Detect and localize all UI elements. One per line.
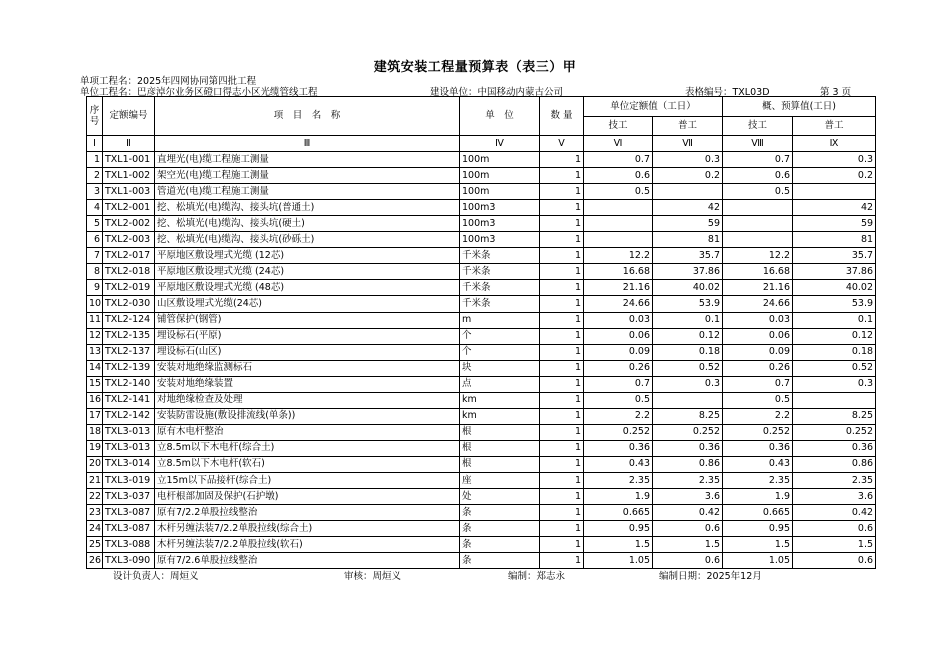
roman-numeral: Ⅱ [103,136,155,152]
roman-numeral: Ⅷ [723,136,793,152]
cell-tech-unit: 0.36 [584,440,653,456]
cell-unit: m [460,312,540,328]
cell-seq: 4 [87,200,103,216]
cell-general-total: 3.6 [793,489,876,505]
cell-quota-no: TXL3-013 [103,440,155,456]
cell-general-unit: 1.5 [653,537,723,553]
cell-quota-no: TXL2-018 [103,264,155,280]
page-title: 建筑安装工程量预算表（表三）甲 [373,60,577,75]
cell-qty: 1 [540,296,584,312]
cell-unit: 100m [460,152,540,168]
cell-item-name: 架空光(电)缆工程施工测量 [155,168,460,184]
cell-seq: 5 [87,216,103,232]
cell-seq: 17 [87,408,103,424]
cell-qty: 1 [540,248,584,264]
cell-tech-unit: 0.5 [584,184,653,200]
cell-seq: 11 [87,312,103,328]
cell-unit: 千米条 [460,296,540,312]
cell-tech-unit: 1.05 [584,553,653,569]
cell-unit: 座 [460,472,540,488]
cell-item-name: 立8.5m以下木电杆(综合土) [155,440,460,456]
table-row [87,440,876,456]
cell-unit: 根 [460,456,540,472]
cell-tech-unit: 0.26 [584,360,653,376]
cell-tech-unit: 0.5 [584,392,653,408]
cell-general-unit: 0.52 [653,360,723,376]
cell-quota-no: TXL2-140 [103,376,155,392]
cell-unit: 条 [460,505,540,521]
cell-tech-total: 0.03 [723,312,793,328]
table-row [87,456,876,472]
cell-unit: 条 [460,537,540,553]
cell-seq: 16 [87,392,103,408]
cell-quota-no: TXL2-019 [103,280,155,296]
cell-general-total: 0.36 [793,440,876,456]
cell-qty: 1 [540,553,584,569]
cell-tech-total: 0.43 [723,456,793,472]
cell-quota-no: TXL2-137 [103,344,155,360]
cell-qty: 1 [540,184,584,200]
cell-tech-unit: 0.09 [584,344,653,360]
cell-item-name: 平原地区敷设埋式光缆 (12芯) [155,248,460,264]
cell-quota-no: TXL2-135 [103,328,155,344]
cell-tech-unit: 0.03 [584,312,653,328]
header-general-2: 普工 [793,117,876,136]
footer-editor: 编制：郑志永 [508,571,566,582]
cell-general-total: 0.2 [793,168,876,184]
cell-general-unit [653,392,723,408]
cell-tech-total: 2.35 [723,472,793,488]
table-row [87,505,876,521]
table-row [87,296,876,312]
cell-qty: 1 [540,312,584,328]
cell-unit: 千米条 [460,280,540,296]
cell-general-unit: 0.6 [653,553,723,569]
cell-general-total: 0.12 [793,328,876,344]
cell-general-unit: 0.252 [653,424,723,440]
header-tech-2: 技工 [723,117,793,136]
cell-seq: 23 [87,505,103,521]
cell-seq: 7 [87,248,103,264]
cell-tech-unit: 0.6 [584,168,653,184]
header-unit-quota: 单位定额值（工日） [584,97,723,117]
cell-general-total: 0.252 [793,424,876,440]
cell-tech-total [723,200,793,216]
cell-item-name: 管道光(电)缆工程施工测量 [155,184,460,200]
cell-tech-unit: 0.43 [584,456,653,472]
cell-quota-no: TXL2-017 [103,248,155,264]
table-row [87,424,876,440]
table-row [87,360,876,376]
cell-seq: 10 [87,296,103,312]
roman-numeral: Ⅳ [460,136,540,152]
cell-general-total: 42 [793,200,876,216]
table-row [87,248,876,264]
roman-numeral: Ⅰ [87,136,103,152]
cell-tech-total: 0.7 [723,376,793,392]
table-row [87,168,876,184]
cell-general-unit: 0.42 [653,505,723,521]
cell-unit: 千米条 [460,248,540,264]
cell-tech-total: 1.05 [723,553,793,569]
header-seq: 序号 [87,97,103,136]
cell-tech-total: 12.2 [723,248,793,264]
cell-item-name: 原有7/2.6单股拉线整治 [155,553,460,569]
cell-quota-no: TXL3-087 [103,521,155,537]
cell-tech-total: 0.6 [723,168,793,184]
cell-tech-total: 0.252 [723,424,793,440]
cell-unit: 千米条 [460,264,540,280]
cell-item-name: 挖、松填光(电)缆沟、接头坑(砂砾土) [155,232,460,248]
cell-tech-total: 21.16 [723,280,793,296]
cell-quota-no: TXL2-002 [103,216,155,232]
project-name: 单项工程名：2025年四网协同第四批工程 [80,76,257,87]
cell-unit: 根 [460,424,540,440]
cell-quota-no: TXL2-142 [103,408,155,424]
roman-numeral: Ⅴ [540,136,584,152]
cell-general-unit: 0.18 [653,344,723,360]
cell-tech-unit: 2.35 [584,472,653,488]
cell-tech-unit: 21.16 [584,280,653,296]
cell-general-unit: 0.36 [653,440,723,456]
cell-tech-total: 0.5 [723,392,793,408]
cell-general-total: 0.18 [793,344,876,360]
cell-tech-total: 0.26 [723,360,793,376]
cell-unit: 块 [460,360,540,376]
footer-date: 编制日期：2025年12月 [659,571,762,582]
cell-quota-no: TXL3-087 [103,505,155,521]
cell-qty: 1 [540,360,584,376]
cell-general-total: 59 [793,216,876,232]
cell-general-total: 35.7 [793,248,876,264]
cell-qty: 1 [540,200,584,216]
cell-general-total: 8.25 [793,408,876,424]
cell-general-total: 81 [793,232,876,248]
cell-tech-unit: 0.252 [584,424,653,440]
cell-general-unit: 37.86 [653,264,723,280]
cell-quota-no: TXL3-019 [103,472,155,488]
cell-quota-no: TXL2-139 [103,360,155,376]
cell-item-name: 平原地区敷设埋式光缆 (24芯) [155,264,460,280]
cell-item-name: 直埋光(电)缆工程施工测量 [155,152,460,168]
header-qty: 数 量 [540,97,584,136]
cell-tech-unit: 1.9 [584,489,653,505]
cell-seq: 12 [87,328,103,344]
cell-qty: 1 [540,424,584,440]
cell-seq: 20 [87,456,103,472]
cell-seq: 1 [87,152,103,168]
cell-qty: 1 [540,376,584,392]
table-row [87,232,876,248]
cell-item-name: 原有木电杆整治 [155,424,460,440]
cell-qty: 1 [540,392,584,408]
cell-item-name: 立15m以下品接杆(综合土) [155,472,460,488]
cell-item-name: 平原地区敷设埋式光缆 (48芯) [155,280,460,296]
footer-reviewer: 审核：周烜义 [344,571,402,582]
cell-tech-unit: 12.2 [584,248,653,264]
cell-general-total: 0.42 [793,505,876,521]
cell-item-name: 木杆另缠法装7/2.2单股拉线(软石) [155,537,460,553]
cell-general-total: 0.3 [793,152,876,168]
cell-item-name: 山区敷设埋式光缆(24芯) [155,296,460,312]
cell-general-unit: 81 [653,232,723,248]
cell-seq: 19 [87,440,103,456]
cell-seq: 18 [87,424,103,440]
cell-unit: 条 [460,521,540,537]
cell-tech-unit: 2.2 [584,408,653,424]
cell-item-name: 木杆另缠法装7/2.2单股拉线(综合土) [155,521,460,537]
cell-quota-no: TXL1-001 [103,152,155,168]
table-row [87,489,876,505]
cell-quota-no: TXL3-088 [103,537,155,553]
cell-general-unit: 0.2 [653,168,723,184]
cell-item-name: 安装防雷设施(敷设排流线(单条)) [155,408,460,424]
table-row [87,184,876,200]
roman-numeral: Ⅵ [584,136,653,152]
cell-tech-unit: 1.5 [584,537,653,553]
cell-general-unit: 42 [653,200,723,216]
cell-quota-no: TXL2-001 [103,200,155,216]
cell-unit: 100m3 [460,232,540,248]
cell-general-unit: 59 [653,216,723,232]
cell-qty: 1 [540,408,584,424]
cell-general-total: 0.6 [793,521,876,537]
cell-qty: 1 [540,521,584,537]
cell-quota-no: TXL1-002 [103,168,155,184]
cell-quota-no: TXL2-003 [103,232,155,248]
cell-unit: 100m3 [460,200,540,216]
cell-unit: 个 [460,328,540,344]
cell-quota-no: TXL3-037 [103,489,155,505]
cell-quota-no: TXL2-030 [103,296,155,312]
cell-tech-total: 0.5 [723,184,793,200]
cell-item-name: 安装对地绝缘装置 [155,376,460,392]
cell-unit: 处 [460,489,540,505]
cell-general-unit: 0.3 [653,376,723,392]
cell-seq: 13 [87,344,103,360]
cell-seq: 24 [87,521,103,537]
cell-quota-no: TXL3-090 [103,553,155,569]
cell-quota-no: TXL1-003 [103,184,155,200]
cell-qty: 1 [540,232,584,248]
table-row [87,200,876,216]
table-row [87,521,876,537]
cell-general-total: 0.86 [793,456,876,472]
cell-tech-total: 0.09 [723,344,793,360]
cell-qty: 1 [540,537,584,553]
cell-quota-no: TXL2-124 [103,312,155,328]
cell-quota-no: TXL3-014 [103,456,155,472]
roman-numeral: Ⅶ [653,136,723,152]
header-item: 项 目 名 称 [155,97,460,136]
cell-qty: 1 [540,472,584,488]
cell-qty: 1 [540,168,584,184]
quantity-table [86,96,876,569]
cell-tech-unit: 0.95 [584,521,653,537]
cell-general-unit: 8.25 [653,408,723,424]
cell-tech-unit [584,216,653,232]
cell-general-unit: 2.35 [653,472,723,488]
cell-qty: 1 [540,152,584,168]
cell-tech-unit: 0.7 [584,152,653,168]
cell-tech-total: 0.36 [723,440,793,456]
table-row [87,328,876,344]
cell-item-name: 埋设标石(平原) [155,328,460,344]
cell-unit: 条 [460,553,540,569]
cell-general-unit [653,184,723,200]
roman-numeral: Ⅲ [155,136,460,152]
cell-tech-unit [584,200,653,216]
cell-qty: 1 [540,505,584,521]
cell-unit: 100m [460,184,540,200]
cell-quota-no: TXL2-141 [103,392,155,408]
page-number: 第 3 页 [820,87,852,98]
footer-designer: 设计负责人：周烜义 [113,571,199,582]
cell-general-total: 0.52 [793,360,876,376]
cell-general-total: 37.86 [793,264,876,280]
cell-item-name: 立8.5m以下木电杆(软石) [155,456,460,472]
table-row [87,152,876,168]
cell-item-name: 电杆根部加固及保护(石护墩) [155,489,460,505]
cell-unit: km [460,392,540,408]
header-general-1: 普工 [653,117,723,136]
builder-name: 建设单位：中国移动内蒙古公司 [430,87,564,98]
cell-general-total: 53.9 [793,296,876,312]
cell-general-total: 2.35 [793,472,876,488]
cell-seq: 14 [87,360,103,376]
cell-tech-total [723,232,793,248]
table-row [87,408,876,424]
table-row [87,472,876,488]
cell-general-unit: 0.86 [653,456,723,472]
cell-tech-total: 0.95 [723,521,793,537]
cell-tech-total: 0.06 [723,328,793,344]
cell-seq: 2 [87,168,103,184]
cell-seq: 26 [87,553,103,569]
cell-seq: 15 [87,376,103,392]
unit-project-name: 单位工程名：巴彦淖尔业务区磴口得志小区光缆管线工程 [80,87,318,98]
cell-unit: 100m [460,168,540,184]
form-number: 表格编号：TXL03D [685,87,770,98]
cell-general-total [793,184,876,200]
cell-general-total: 40.02 [793,280,876,296]
cell-general-unit: 53.9 [653,296,723,312]
table-row [87,264,876,280]
cell-tech-total: 16.68 [723,264,793,280]
cell-unit: 点 [460,376,540,392]
cell-tech-total: 24.66 [723,296,793,312]
cell-quota-no: TXL3-013 [103,424,155,440]
header-tech-1: 技工 [584,117,653,136]
cell-qty: 1 [540,216,584,232]
cell-qty: 1 [540,456,584,472]
cell-qty: 1 [540,489,584,505]
cell-tech-total: 2.2 [723,408,793,424]
cell-seq: 8 [87,264,103,280]
cell-seq: 25 [87,537,103,553]
cell-seq: 21 [87,472,103,488]
cell-unit: 100m3 [460,216,540,232]
cell-general-unit: 0.1 [653,312,723,328]
table-row [87,392,876,408]
table-row [87,216,876,232]
roman-numeral: Ⅸ [793,136,876,152]
cell-general-unit: 40.02 [653,280,723,296]
cell-item-name: 原有7/2.2单股拉线整治 [155,505,460,521]
cell-item-name: 对地绝缘检查及处理 [155,392,460,408]
header-unit: 单 位 [460,97,540,136]
cell-general-total: 0.3 [793,376,876,392]
cell-tech-unit: 0.665 [584,505,653,521]
cell-general-total: 1.5 [793,537,876,553]
cell-tech-unit: 0.7 [584,376,653,392]
cell-item-name: 挖、松填光(电)缆沟、接头坑(普通土) [155,200,460,216]
cell-tech-total: 0.665 [723,505,793,521]
header-estimate: 概、预算值(工日) [723,97,876,117]
cell-item-name: 埋设标石(山区) [155,344,460,360]
cell-qty: 1 [540,440,584,456]
cell-item-name: 安装对地绝缘监测标石 [155,360,460,376]
cell-tech-unit: 24.66 [584,296,653,312]
cell-qty: 1 [540,264,584,280]
cell-item-name: 挖、松填光(电)缆沟、接头坑(硬土) [155,216,460,232]
cell-general-unit: 0.12 [653,328,723,344]
cell-tech-total [723,216,793,232]
cell-tech-unit: 0.06 [584,328,653,344]
cell-general-total: 0.6 [793,553,876,569]
cell-general-unit: 35.7 [653,248,723,264]
cell-qty: 1 [540,344,584,360]
cell-item-name: 铺管保护(钢管) [155,312,460,328]
header-quota-no: 定额编号 [103,97,155,136]
cell-tech-total: 0.7 [723,152,793,168]
cell-seq: 9 [87,280,103,296]
cell-general-unit: 3.6 [653,489,723,505]
cell-tech-unit [584,232,653,248]
table-row [87,376,876,392]
cell-seq: 22 [87,489,103,505]
cell-seq: 6 [87,232,103,248]
cell-general-unit: 0.6 [653,521,723,537]
cell-qty: 1 [540,328,584,344]
cell-unit: 根 [460,440,540,456]
table-row [87,344,876,360]
cell-unit: 个 [460,344,540,360]
cell-seq: 3 [87,184,103,200]
cell-unit: km [460,408,540,424]
cell-general-total [793,392,876,408]
table-row [87,537,876,553]
cell-qty: 1 [540,280,584,296]
table-row [87,553,876,569]
table-row [87,280,876,296]
cell-tech-unit: 16.68 [584,264,653,280]
table-row [87,312,876,328]
cell-general-unit: 0.3 [653,152,723,168]
cell-tech-total: 1.9 [723,489,793,505]
cell-general-total: 0.1 [793,312,876,328]
cell-tech-total: 1.5 [723,537,793,553]
